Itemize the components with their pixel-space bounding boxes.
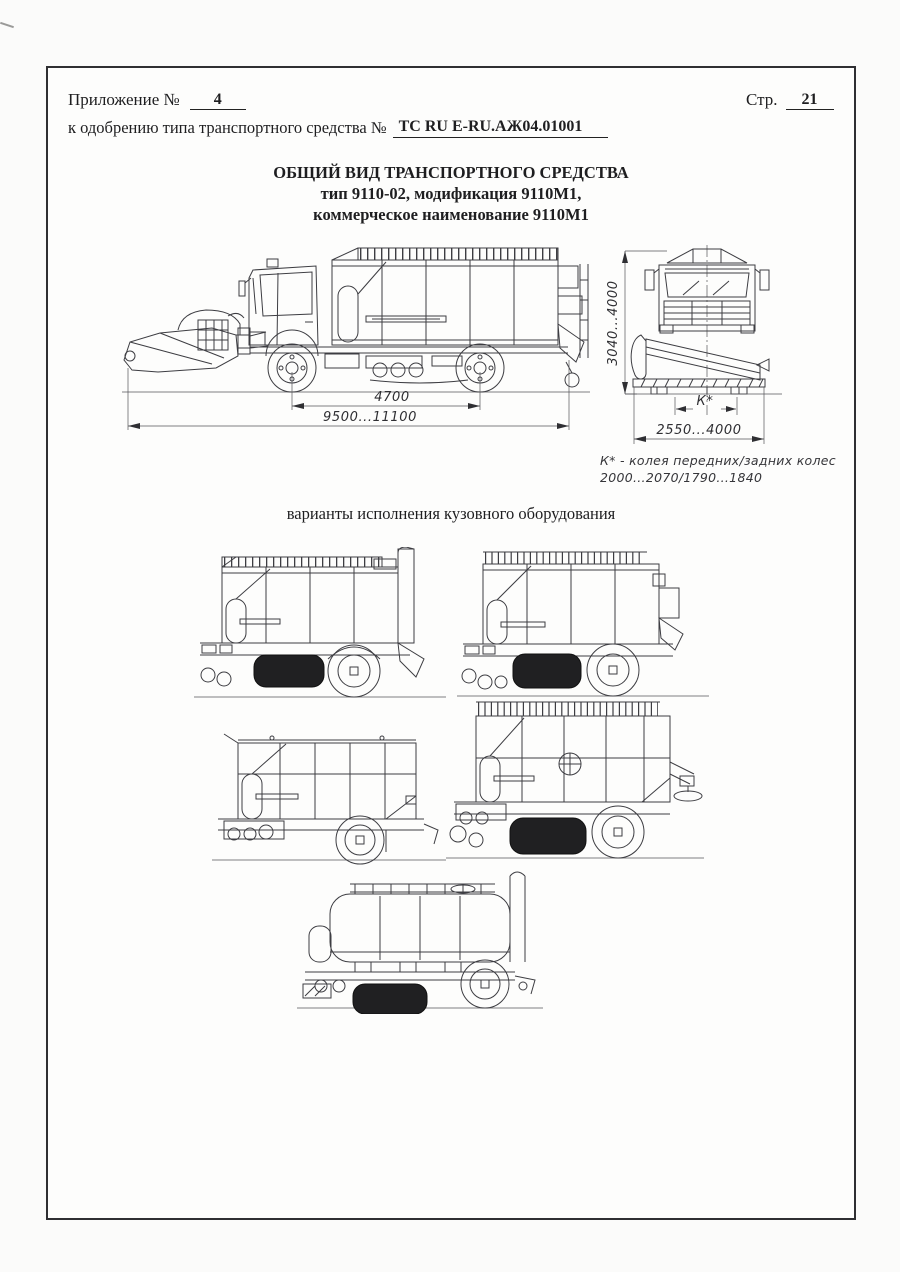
dim-wheelbase: 4700 bbox=[374, 390, 410, 405]
variant-drawing-1 bbox=[192, 547, 450, 707]
side-view-drawing bbox=[120, 240, 600, 440]
front-plow bbox=[124, 328, 250, 372]
appendix-number: 4 bbox=[190, 91, 246, 110]
title-line-2: тип 9110-02, модификация 9110М1, bbox=[320, 184, 582, 203]
vehicle-title bbox=[48, 162, 854, 225]
scan-artifact bbox=[0, 22, 14, 28]
variant-drawing-5 bbox=[295, 868, 547, 1014]
side-view-dimensions bbox=[128, 360, 569, 430]
page-number: 21 bbox=[786, 91, 834, 110]
header-page bbox=[746, 90, 834, 110]
approval-label: к одобрению типа транспортного средства № bbox=[68, 118, 387, 137]
dim-overall-width: 2550...4000 bbox=[656, 423, 742, 438]
variant-drawing-4 bbox=[444, 700, 708, 866]
variants-caption: варианты исполнения кузовного оборудования bbox=[286, 504, 616, 523]
page-frame bbox=[46, 66, 856, 1220]
track-note bbox=[600, 452, 836, 486]
header-appendix bbox=[68, 90, 246, 110]
title-line-3: коммерческое наименование 9110М1 bbox=[313, 205, 589, 224]
front-plow-blade bbox=[625, 335, 782, 394]
cab bbox=[239, 259, 318, 356]
variant-drawing-3 bbox=[210, 726, 450, 866]
front-view-drawing bbox=[597, 237, 797, 452]
rear-discharge bbox=[558, 264, 588, 387]
page-label: Стр. bbox=[746, 90, 778, 109]
approval-number: ТС RU E-RU.АЖ04.01001 bbox=[393, 118, 609, 138]
track-note-line-1: К* - колея передних/задних колес bbox=[600, 453, 836, 468]
header-approval bbox=[68, 118, 608, 138]
dim-track-symbol: К* bbox=[696, 394, 714, 409]
track-note-line-2: 2000...2070/1790...1840 bbox=[600, 470, 763, 485]
appendix-label: Приложение № bbox=[68, 90, 180, 109]
dim-overall-height: 3040...4000 bbox=[606, 280, 621, 366]
title-line-1: ОБЩИЙ ВИД ТРАНСПОРТНОГО СРЕДСТВА bbox=[273, 163, 629, 182]
variant-drawing-2 bbox=[455, 550, 713, 702]
dim-overall-length: 9500...11100 bbox=[322, 410, 418, 425]
hopper-body bbox=[332, 248, 558, 345]
